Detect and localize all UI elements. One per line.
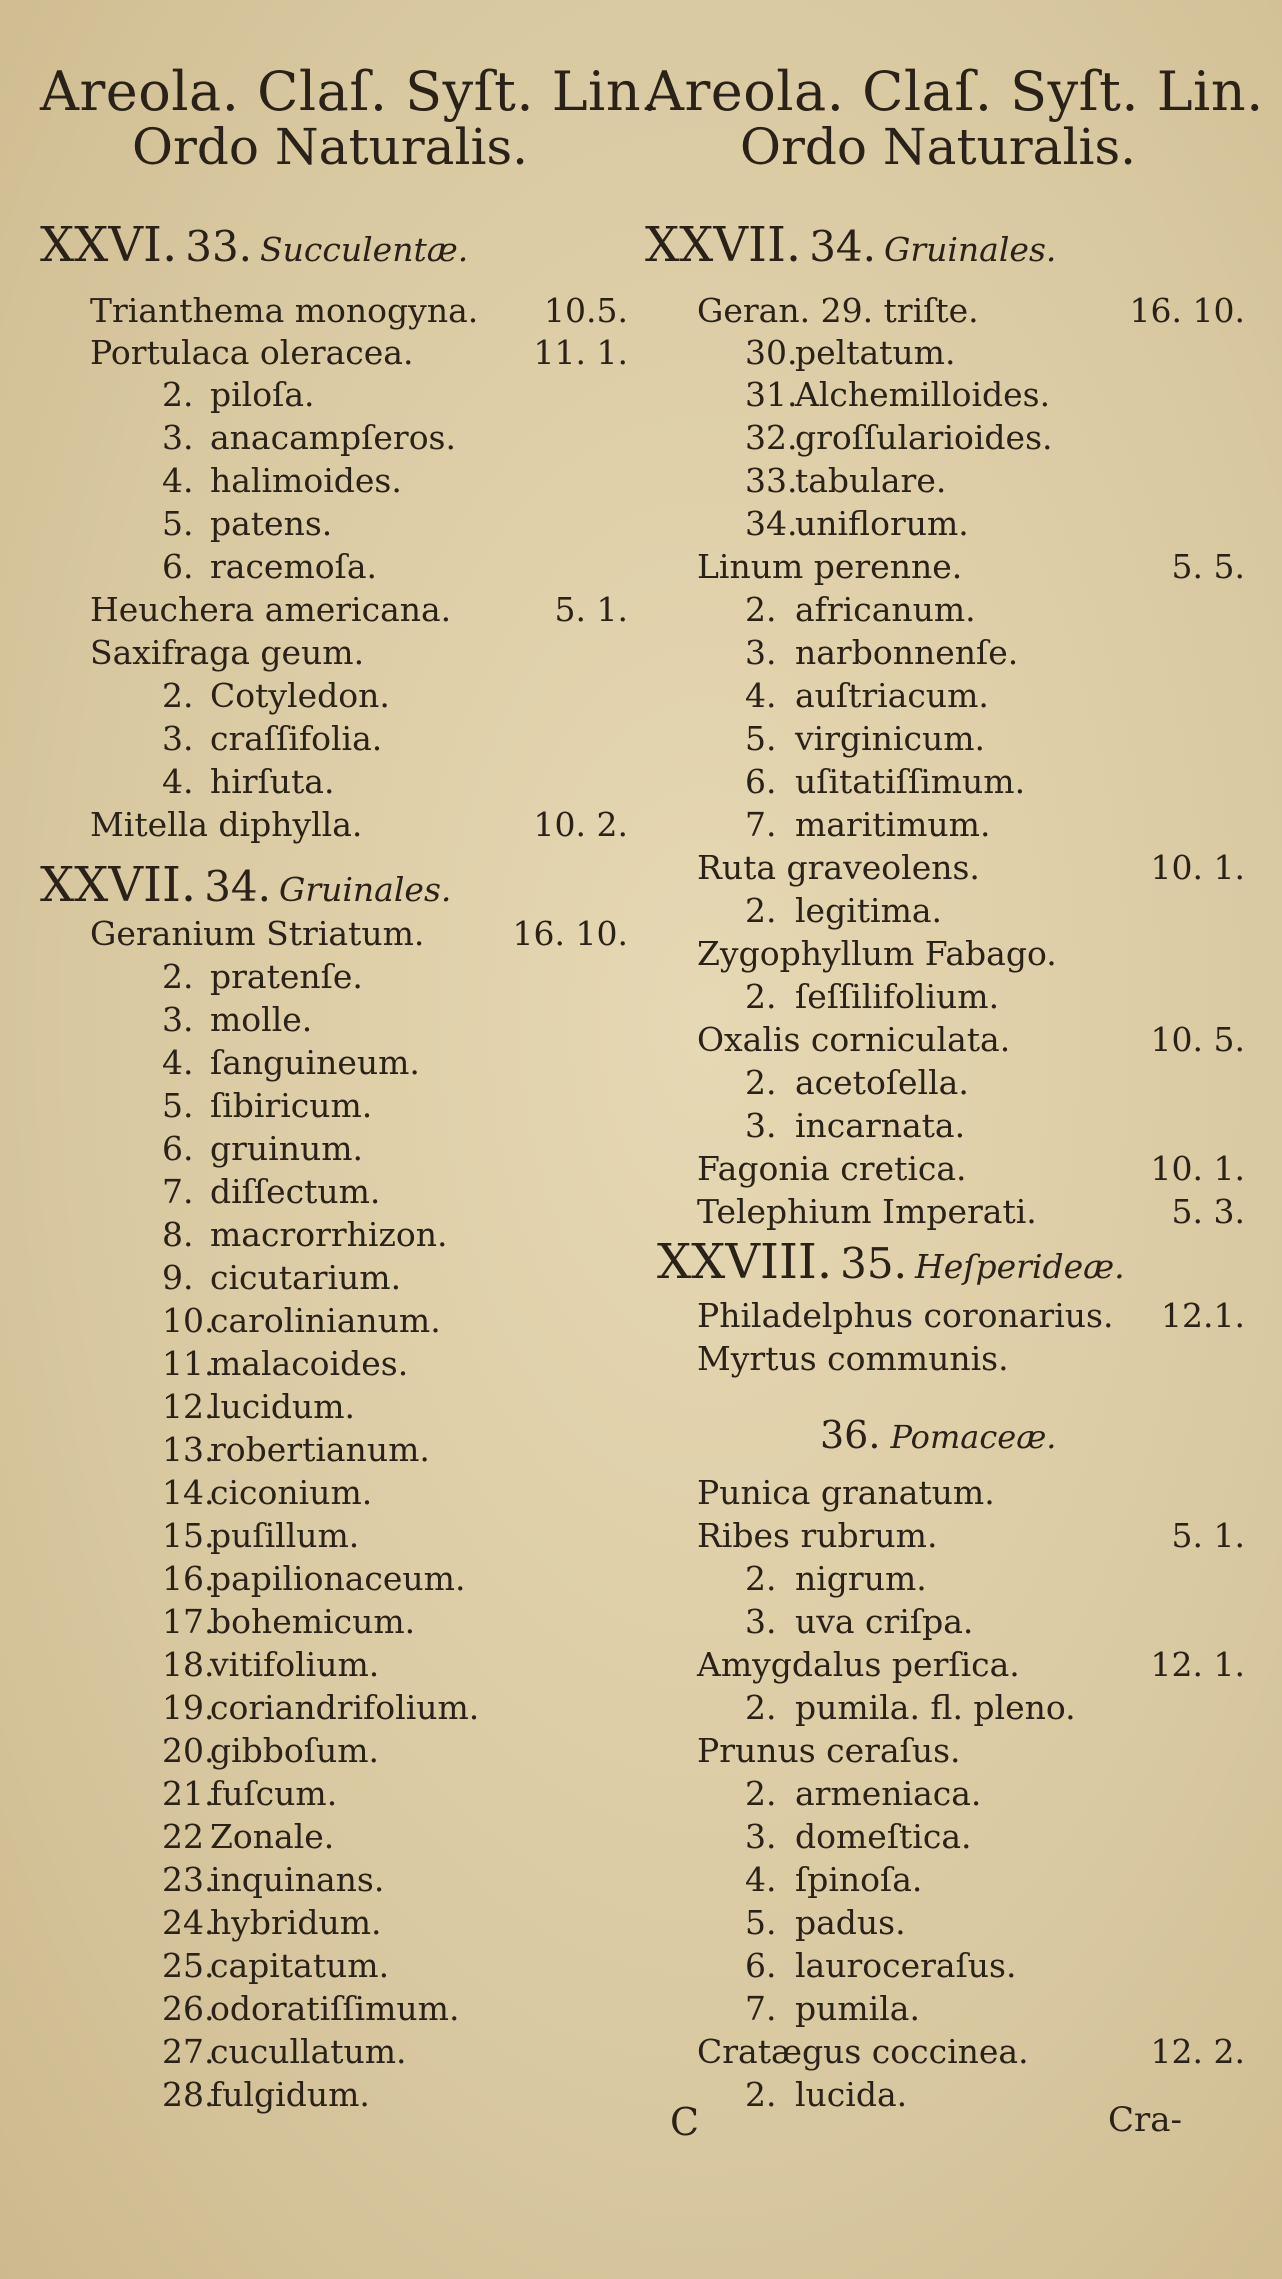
entry-row [40,460,630,502]
entry-name: Saxifraga geum. [90,633,365,672]
entry-number: 4. [745,1860,777,1899]
entry-name: diſſectum. [210,1172,381,1211]
entry-row [645,1687,1245,1729]
entry-number: 2. [162,957,194,996]
entry-number: 19. [162,1688,215,1727]
entry-row [645,1019,1245,1061]
entry-row [645,1338,1245,1380]
section-name: Gruinales. [278,870,452,909]
entry-name: Zonale. [210,1817,335,1856]
entry-number: 31. [745,375,798,414]
entry-row [40,503,630,545]
entry-number: 23. [162,1860,215,1899]
entry-classification: 5. 5. [1171,547,1245,586]
entry-row [40,1042,630,1084]
entry-name: macrorrhizon. [210,1215,448,1254]
entry-row [645,976,1245,1018]
entry-row [645,374,1245,416]
entry-row [40,1386,630,1428]
entry-number: 8. [162,1215,194,1254]
entry-row [40,589,630,631]
entry-number: 2. [162,676,194,715]
entry-name: lucida. [795,2075,908,2114]
entry-name: incarnata. [795,1106,966,1145]
entry-row [645,417,1245,459]
entry-row [40,1988,630,2030]
entry-row [40,546,630,588]
section-heading-27 [40,855,451,915]
left-header-line2: Ordo Naturalis. [132,118,528,176]
entry-row [645,1644,1245,1686]
entry-row [40,417,630,459]
entry-row [40,1687,630,1729]
entry-number: 24. [162,1903,215,1942]
entry-name: pratenſe. [210,957,363,996]
entry-number: 10. [162,1301,215,1340]
entry-number: 34. [745,504,798,543]
entry-name: Alchemilloides. [795,375,1051,414]
entry-name: Linum perenne. [697,547,963,586]
entry-classification: 10. 2. [533,805,628,844]
subsection-heading-36 [820,1410,1056,1460]
entry-name: Philadelphus coronarius. [697,1296,1114,1335]
entry-number: 2. [745,891,777,930]
entry-row [645,890,1245,932]
entry-row [645,1945,1245,1987]
entry-number: 30. [745,333,798,372]
entry-row [40,374,630,416]
entry-row [645,761,1245,803]
entry-row [645,1816,1245,1858]
entry-name: Trianthema monogyna. [90,291,479,330]
entry-row [645,847,1245,889]
section-roman: XXVII. [645,217,802,273]
subsection-name: Pomaceæ. [890,1418,1057,1456]
section-roman: XXVIII. [657,1234,833,1290]
entry-number: 5. [745,1903,777,1942]
entry-number: 11. [162,1344,215,1383]
entry-name: Zygophyllum Fabago. [697,934,1057,973]
entry-row [645,1730,1245,1772]
entry-row [645,1902,1245,1944]
entry-row [40,2074,630,2116]
entry-row [40,1257,630,1299]
entry-row [40,1816,630,1858]
entry-name: gruinum. [210,1129,363,1168]
entry-number: 32. [745,418,798,457]
entry-row [40,1300,630,1342]
entry-name: Cotyledon. [210,676,390,715]
entry-number: 2. [745,590,777,629]
entry-number: 2. [745,1774,777,1813]
entry-row [40,1515,630,1557]
entry-number: 3. [162,719,194,758]
entry-number: 12. [162,1387,215,1426]
entry-name: domeſtica. [795,1817,972,1856]
entry-row [645,1515,1245,1557]
entry-row [40,1429,630,1471]
entry-name: Oxalis corniculata. [697,1020,1011,1059]
entry-classification: 12.1. [1161,1296,1245,1335]
right-header-line2: Ordo Naturalis. [740,118,1136,176]
entry-number: 7. [745,805,777,844]
entry-name: virginicum. [795,719,985,758]
entry-name: robertianum. [210,1430,430,1469]
entry-name: Cratægus coccinea. [697,2032,1029,2071]
entry-row [645,1295,1245,1337]
entry-name: anacampſeros. [210,418,456,457]
section-roman: XXVI. [40,217,178,273]
entry-name: fuſcum. [210,1774,338,1813]
entry-row [645,460,1245,502]
entry-name: Mitella diphylla. [90,805,363,844]
entry-row [645,1859,1245,1901]
entry-name: odoratiſſimum. [210,1989,460,2028]
entry-classification: 11. 1. [533,333,628,372]
entry-row [40,675,630,717]
entry-name: Ribes rubrum. [697,1516,938,1555]
right-header-line1: Areola. Claſ. Syſt. Lin. [645,60,1264,123]
entry-number: 33. [745,461,798,500]
entry-number: 2. [745,1559,777,1598]
entry-number: 21. [162,1774,215,1813]
signature-mark: C [670,2100,700,2144]
entry-row [645,1773,1245,1815]
section-name: Heſperideæ. [914,1247,1125,1286]
entry-row [645,1472,1245,1514]
entry-number: 2. [745,977,777,1016]
entry-name: Amygdalus perſica. [697,1645,1020,1684]
entry-name: malacoides. [210,1344,409,1383]
entry-number: 3. [745,633,777,672]
section-number: 35. [840,1239,907,1288]
entry-number: 4. [162,1043,194,1082]
entry-number: 17. [162,1602,215,1641]
entry-name: carolinianum. [210,1301,441,1340]
entry-number: 5. [162,504,194,543]
entry-classification: 10. 1. [1150,848,1245,887]
entry-number: 9. [162,1258,194,1297]
entry-row [645,675,1245,717]
entry-row [645,546,1245,588]
entry-row [40,1558,630,1600]
entry-row [40,332,630,374]
entry-name: Myrtus communis. [697,1339,1009,1378]
entry-row [40,2031,630,2073]
entry-name: racemoſa. [210,547,377,586]
entry-name: acetoſella. [795,1063,969,1102]
entry-name: Geran. 29. triſte. [697,291,979,330]
entry-number: 13. [162,1430,215,1469]
entry-row [40,1730,630,1772]
entry-name: uſitatiſſimum. [795,762,1026,801]
entry-name: piloſa. [210,375,315,414]
entry-name: craſſifolia. [210,719,383,758]
entry-number: 4. [162,461,194,500]
entry-name: uva criſpa. [795,1602,974,1641]
entry-name: uniflorum. [795,504,969,543]
entry-number: 7. [162,1172,194,1211]
entry-name: ſanguineum. [210,1043,420,1082]
entry-number: 6. [162,547,194,586]
entry-name: Geranium Striatum. [90,914,425,953]
entry-row [645,1988,1245,2030]
entry-name: gibboſum. [210,1731,380,1770]
entry-row [40,1085,630,1127]
entry-number: 2. [745,2075,777,2114]
entry-name: Telephium Imperati. [697,1192,1037,1231]
section-number: 33. [185,222,253,271]
entry-number: 5. [745,719,777,758]
entry-number: 22 [162,1817,204,1856]
subsection-number: 36. [820,1413,881,1457]
entry-name: maritimum. [795,805,991,844]
entry-name: puſillum. [210,1516,360,1555]
entry-classification: 5. 1. [1171,1516,1245,1555]
left-header-line1: Areola. Claſ. Syſt. Lin. [40,60,659,123]
entry-number: 14. [162,1473,215,1512]
entry-row [40,718,630,760]
section-heading-28 [657,1232,1125,1292]
entry-row [645,332,1245,374]
entry-number: 6. [162,1129,194,1168]
entry-name: auſtriacum. [795,676,989,715]
entry-row [40,1171,630,1213]
entry-name: fulgidum. [210,2075,370,2114]
entry-number: 6. [745,762,777,801]
section-roman: XXVII. [40,857,197,913]
entry-row [40,1859,630,1901]
catchword: Cra- [1108,2100,1183,2140]
entry-row [645,933,1245,975]
entry-row [40,913,630,955]
entry-name: narbonnenſe. [795,633,1019,672]
entry-classification: 12. 1. [1150,1645,1245,1684]
section-heading-27-cont [645,215,1056,275]
entry-row [40,1214,630,1256]
entry-number: 28. [162,2075,215,2114]
entry-name: pumila. fl. pleno. [795,1688,1076,1727]
entry-number: 16. [162,1559,215,1598]
entry-row [40,290,630,332]
entry-classification: 16. 10. [1129,291,1245,330]
section-name: Succulentæ. [260,230,469,269]
entry-name: africanum. [795,590,976,629]
entry-name: Fagonia cretica. [697,1149,967,1188]
entry-row [645,1191,1245,1233]
entry-row [40,804,630,846]
entry-classification: 5. 1. [554,590,628,629]
entry-row [40,1902,630,1944]
entry-row [645,1148,1245,1190]
entry-name: Portulaca oleracea. [90,333,414,372]
entry-number: 3. [745,1106,777,1145]
entry-name: molle. [210,1000,313,1039]
entry-name: cicutarium. [210,1258,402,1297]
entry-number: 3. [745,1602,777,1641]
entry-row [645,503,1245,545]
entry-name: coriandrifolium. [210,1688,480,1727]
entry-row [40,1343,630,1385]
entry-row [40,1773,630,1815]
entry-name: hybridum. [210,1903,382,1942]
entry-row [645,1105,1245,1147]
entry-name: legitima. [795,891,943,930]
entry-name: Prunus ceraſus. [697,1731,961,1770]
entry-name: ſpinoſa. [795,1860,923,1899]
entry-row [40,956,630,998]
entry-row [645,1558,1245,1600]
entry-name: capitatum. [210,1946,390,1985]
entry-classification: 10.5. [544,291,628,330]
entry-name: halimoides. [210,461,402,500]
entry-name: groſſularioides. [795,418,1053,457]
entry-name: ſeſſilifolium. [795,977,1000,1016]
entry-number: 26. [162,1989,215,2028]
section-heading-26 [40,215,468,275]
entry-name: inquinans. [210,1860,385,1899]
entry-number: 20. [162,1731,215,1770]
entry-classification: 16. 10. [512,914,628,953]
entry-name: cucullatum. [210,2032,407,2071]
entry-name: bohemicum. [210,1602,416,1641]
entry-classification: 12. 2. [1150,2032,1245,2071]
entry-row [40,1644,630,1686]
entry-row [645,290,1245,332]
entry-number: 25. [162,1946,215,1985]
entry-row [40,1601,630,1643]
entry-name: peltatum. [795,333,956,372]
entry-row [645,718,1245,760]
entry-name: ciconium. [210,1473,373,1512]
entry-row [645,632,1245,674]
entry-row [645,2031,1245,2073]
entry-number: 2. [162,375,194,414]
section-number: 34. [204,862,271,911]
entry-name: Heuchera americana. [90,590,452,629]
entry-row [40,999,630,1041]
entry-name: pumila. [795,1989,920,2028]
entry-classification: 5. 3. [1171,1192,1245,1231]
entry-name: lucidum. [210,1387,356,1426]
entry-number: 2. [745,1063,777,1102]
section-name: Gruinales. [883,230,1057,269]
entry-number: 4. [162,762,194,801]
entry-row [40,1945,630,1987]
entry-row [40,761,630,803]
entry-classification: 10. 1. [1150,1149,1245,1188]
entry-row [645,1062,1245,1104]
entry-number: 18. [162,1645,215,1684]
entry-row [645,804,1245,846]
entry-number: 5. [162,1086,194,1125]
entry-name: Punica granatum. [697,1473,995,1512]
section-number: 34. [809,222,876,271]
entry-name: vitifolium. [210,1645,380,1684]
entry-number: 3. [162,1000,194,1039]
entry-name: hirſuta. [210,762,335,801]
entry-row [40,1472,630,1514]
entry-name: lauroceraſus. [795,1946,1017,1985]
entry-row [645,1601,1245,1643]
entry-name: nigrum. [795,1559,927,1598]
entry-number: 3. [162,418,194,457]
entry-number: 3. [745,1817,777,1856]
entry-row [40,632,630,674]
entry-name: padus. [795,1903,906,1942]
entry-name: ſibiricum. [210,1086,373,1125]
entry-row [645,589,1245,631]
entry-row [40,1128,630,1170]
entry-name: tabulare. [795,461,947,500]
entry-name: patens. [210,504,333,543]
entry-name: papilionaceum. [210,1559,466,1598]
entry-name: armeniaca. [795,1774,982,1813]
entry-number: 7. [745,1989,777,2028]
entry-number: 27. [162,2032,215,2071]
entry-number: 6. [745,1946,777,1985]
entry-number: 15. [162,1516,215,1555]
entry-number: 4. [745,676,777,715]
entry-number: 2. [745,1688,777,1727]
entry-name: Ruta graveolens. [697,848,980,887]
entry-classification: 10. 5. [1150,1020,1245,1059]
